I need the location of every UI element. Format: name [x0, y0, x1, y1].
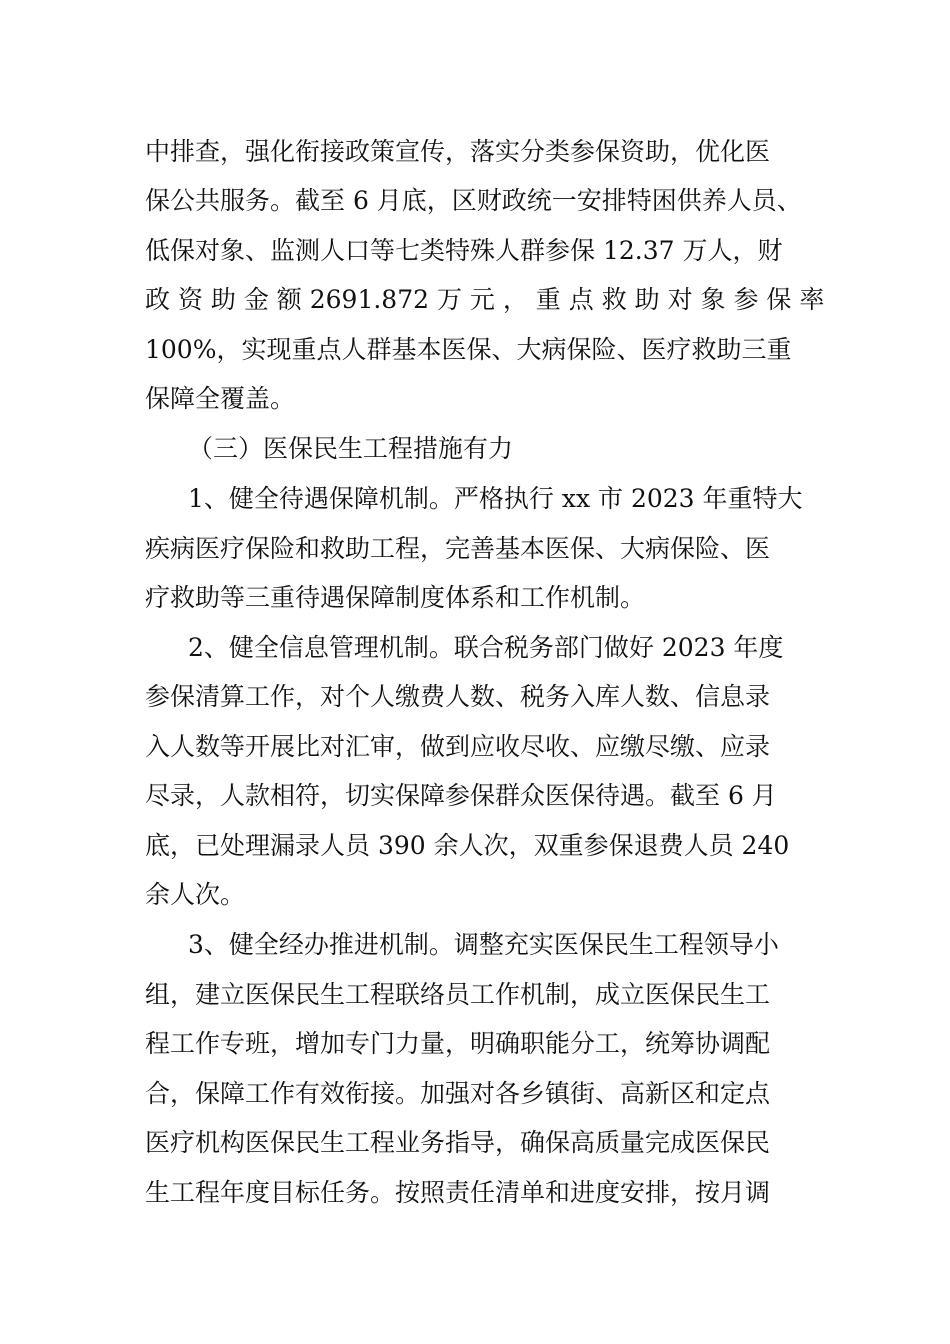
paragraph-4-line-6: 生工程年度目标任务。按照责任清单和进度安排，按月调 [145, 1178, 771, 1207]
paragraph-1-line-4: 政 资 助 金 额 2691.872 万 元 ， 重 点 救 助 对 象 参 保 率 [145, 285, 825, 314]
paragraph-2-line-3: 疗救助等三重待遇保障制度体系和工作机制。 [145, 583, 646, 612]
paragraph-3-line-2: 参保清算工作，对个人缴费人数、税务入库人数、信息录 [145, 682, 771, 711]
paragraph-1-line-3: 低保对象、监测人口等七类特殊人群参保 12.37 万人，财 [145, 236, 783, 265]
paragraph-4-line-4: 合，保障工作有效衔接。加强对各乡镇街、高新区和定点 [145, 1079, 771, 1108]
paragraph-3-line-1: 2、健全信息管理机制。联合税务部门做好 2023 年度 [188, 633, 784, 662]
section-heading: （三）医保民生工程措施有力 [188, 434, 514, 463]
paragraph-1-line-5: 100%，实现重点人群基本医保、大病保险、医疗救助三重 [145, 335, 792, 364]
paragraph-4-line-2: 组，建立医保民生工程联络员工作机制，成立医保民生工 [145, 980, 771, 1009]
paragraph-3-line-6: 余人次。 [145, 880, 246, 909]
paragraph-3-line-4: 尽录，人款相符，切实保障参保群众医保待遇。截至 6 月 [145, 781, 777, 810]
paragraph-2-line-1: 1、健全待遇保障机制。严格执行 xx 市 2023 年重特大 [188, 484, 803, 513]
paragraph-4-line-3: 程工作专班，增加专门力量，明确职能分工，统筹协调配 [145, 1029, 771, 1058]
paragraph-3-line-3: 入人数等开展比对汇审，做到应收尽收、应缴尽缴、应录 [145, 732, 771, 761]
paragraph-3-line-5: 底，已处理漏录人员 390 余人次，双重参保退费人员 240 [145, 831, 790, 860]
paragraph-1-line-1: 中排查，强化衔接政策宣传，落实分类参保资助，优化医 [145, 137, 771, 166]
paragraph-4-line-1: 3、健全经办推进机制。调整充实医保民生工程领导小 [188, 930, 779, 959]
paragraph-2-line-2: 疾病医疗保险和救助工程，完善基本医保、大病保险、医 [145, 534, 771, 563]
paragraph-4-line-5: 医疗机构医保民生工程业务指导，确保高质量完成医保民 [145, 1128, 771, 1157]
paragraph-1-line-2: 保公共服务。截至 6 月底，区财政统一安排特困供养人员、 [145, 186, 802, 215]
paragraph-1-line-6: 保障全覆盖。 [145, 384, 296, 413]
